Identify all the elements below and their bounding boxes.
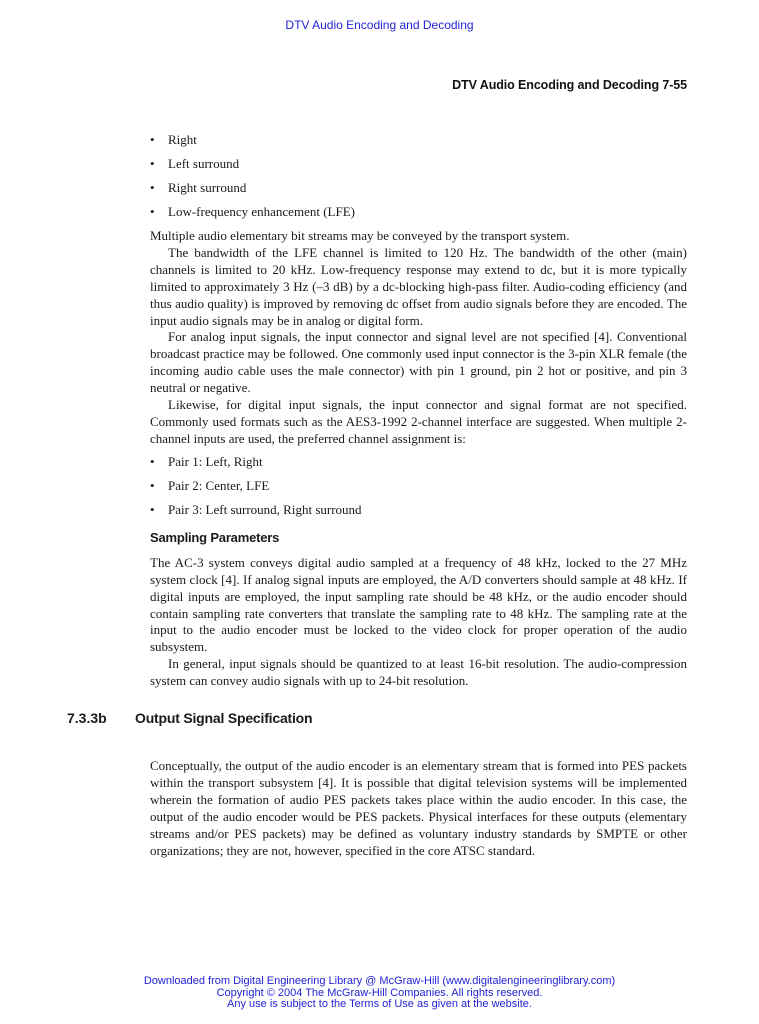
subsection-heading: Sampling Parameters [150,529,280,545]
bullet-icon: • [150,453,155,469]
page-body [67,129,687,859]
paragraph: Likewise, for digital input signals, the input connector and signal format are not specified. Commonly used formats such as the AES3-1992 2-channel interface are suggested. When multiple 2-channel inputs are used, the preferred channel assignment is: [150,397,687,446]
running-head: DTV Audio Encoding and Decoding 7-55 [452,78,687,92]
page-footer [0,976,759,1011]
section-heading [67,710,687,758]
bullet-icon: • [150,477,155,493]
bullet-icon: • [150,132,155,147]
bullet-icon: • [150,204,155,219]
paragraph: For analog input signals, the input connector and signal level are not specified [4]. Conventional broadcast practice may be followed. One commonly used input connector is the 3-pin XLR female (the incoming audio cable uses the male connector) with pin 1 ground, pin 2 hot or positive, and pin 3 neutral or negative. [150,329,687,396]
channel-list [150,129,687,225]
list-item: • Pair 2: Center, LFE [150,475,687,499]
bullet-icon: • [150,180,155,195]
list-item: • Right [150,129,687,153]
bullet-icon: • [150,156,155,171]
list-item: • Right surround [150,177,687,201]
page-banner: DTV Audio Encoding and Decoding [285,18,474,32]
paragraph: The AC-3 system conveys digital audio sampled at a frequency of 48 kHz, locked to the 27 MHz system clock [4]. If analog signal inputs are employed, the A/D converters should sample at 48 kHz. If digital inputs are employed, the input sampling rate should be 48 kHz, or the audio encoder should contain sampling rate converters that translate the sampling rate to 48 kHz. The sampling rate at the input to the audio encoder must be locked to the video clock for proper operation of the audio subsystem. [150,554,687,655]
pair-list [150,451,687,523]
list-item: • Pair 3: Left surround, Right surround [150,499,687,523]
footer-copyright-line: Copyright © 2004 The McGraw-Hill Companies. All rights reserved. [216,986,543,999]
footer-terms-line: Any use is subject to the Terms of Use as given at the website. [227,998,532,1010]
list-item: • Low-frequency enhancement (LFE) [150,201,687,225]
paragraph: In general, input signals should be quantized to at least 16-bit resolution. The audio-compression system can convey audio signals with up to 24-bit resolution. [150,656,687,689]
list-item: • Pair 1: Left, Right [150,451,687,475]
list-item: • Left surround [150,153,687,177]
paragraph: Multiple audio elementary bit streams may be conveyed by the transport system. [150,228,570,243]
section-number: 7.3.3b [67,710,107,727]
bullet-icon: • [150,501,155,517]
footer-download-line: Downloaded from Digital Engineering Library @ McGraw-Hill (www.digitalengineeringlibrary.com) [143,975,616,987]
section-title: Output Signal Specification [135,710,313,727]
paragraph: The bandwidth of the LFE channel is limited to 120 Hz. The bandwidth of the other (main) channels is limited to 20 kHz. Low-frequency response may extend to dc, but it is more typically limited to approximately 3 Hz (–3 dB) by a dc-blocking high-pass filter. Audio-coding efficiency (and thus audio quality) is improved by removing dc offset from audio signals before they are encoded. The input audio signals may be in analog or digital form. [150,244,687,328]
paragraph: Conceptually, the output of the audio encoder is an elementary stream that is formed into PES packets within the transport subsystem [4]. It is possible that digital television systems will be implemented wherein the formation of audio PES packets takes place within the audio encoder. In this case, the output of the audio encoder would be PES packets. Physical interfaces for these outputs (elementary streams and/or PES packets) may be defined as voluntary industry standards by SMPTE or other organizations; they are not, however, specified in the core ATSC standard. [150,758,687,858]
